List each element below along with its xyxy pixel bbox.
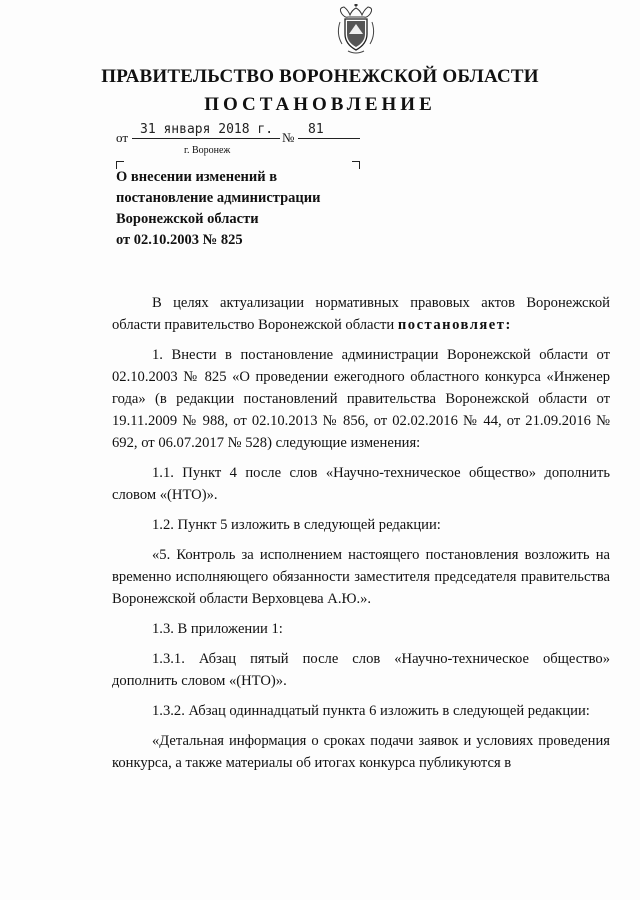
city-label: г. Воронеж bbox=[184, 145, 231, 156]
paragraph-1-3-2-quote: «Детальная информация о сроках подачи заявок и условиях проведения конкурса, а также материалы об итогах конкурса публикуются в bbox=[112, 733, 610, 771]
subject-line: О внесении изменений в bbox=[116, 169, 278, 185]
document-subject bbox=[116, 167, 376, 251]
number-value: 81 bbox=[308, 122, 324, 137]
paragraph-1-2: 1.2. Пункт 5 изложить в следующей редакции: bbox=[152, 517, 441, 533]
document-body bbox=[112, 292, 610, 782]
paragraph-1-1: 1.1. Пункт 4 после слов «Научно-техническое общество» дополнить словом «(НТО)». bbox=[112, 465, 610, 503]
date-value: 31 января 2018 г. bbox=[140, 122, 274, 137]
number-underline bbox=[298, 138, 360, 139]
paragraph-1-3: 1.3. В приложении 1: bbox=[152, 621, 283, 637]
coat-of-arms-emblem bbox=[334, 4, 378, 56]
number-prefix: № bbox=[282, 130, 295, 145]
date-underline bbox=[132, 138, 280, 139]
document-type-title: ПОСТАНОВЛЕНИЕ bbox=[204, 94, 436, 115]
paragraph-1-3-2: 1.3.2. Абзац одиннадцатый пункта 6 изложить в следующей редакции: bbox=[152, 703, 590, 719]
paragraph-1-2-quote: «5. Контроль за исполнением настоящего постановления возложить на временно исполняющего обязанности заместителя председателя правительства Воронежской области Верховцева А.Ю.». bbox=[112, 547, 610, 607]
subject-line: от 02.10.2003 № 825 bbox=[116, 232, 243, 248]
intro-text: В целях актуализации нормативных правовых актов Воронежской области правительство Воронежской области bbox=[112, 295, 610, 333]
intro-keyword: постановляет: bbox=[397, 317, 512, 333]
paragraph-1-3-1: 1.3.1. Абзац пятый после слов «Научно-техническое общество» дополнить словом «(НТО)». bbox=[112, 651, 610, 689]
paragraph-1: 1. Внести в постановление администрации Воронежской области от 02.10.2003 № 825 «О проведении ежегодного областного конкурса «Инженер года» (в редакции постановлений правительства Воронежской области от 19.11.2009 № 988, от 02.10.2013 № 856, от 02.02.2016 № 44, от 21.09.2016 № 692, от 06.07.2017 № 528) следующие изменения: bbox=[112, 347, 610, 451]
government-title: ПРАВИТЕЛЬСТВО ВОРОНЕЖСКОЙ ОБЛАСТИ bbox=[101, 66, 539, 87]
subject-line: Воронежской области bbox=[116, 211, 259, 227]
intro-paragraph bbox=[112, 292, 610, 336]
subject-line: постановление администрации bbox=[116, 190, 321, 206]
date-prefix: от bbox=[116, 130, 129, 145]
